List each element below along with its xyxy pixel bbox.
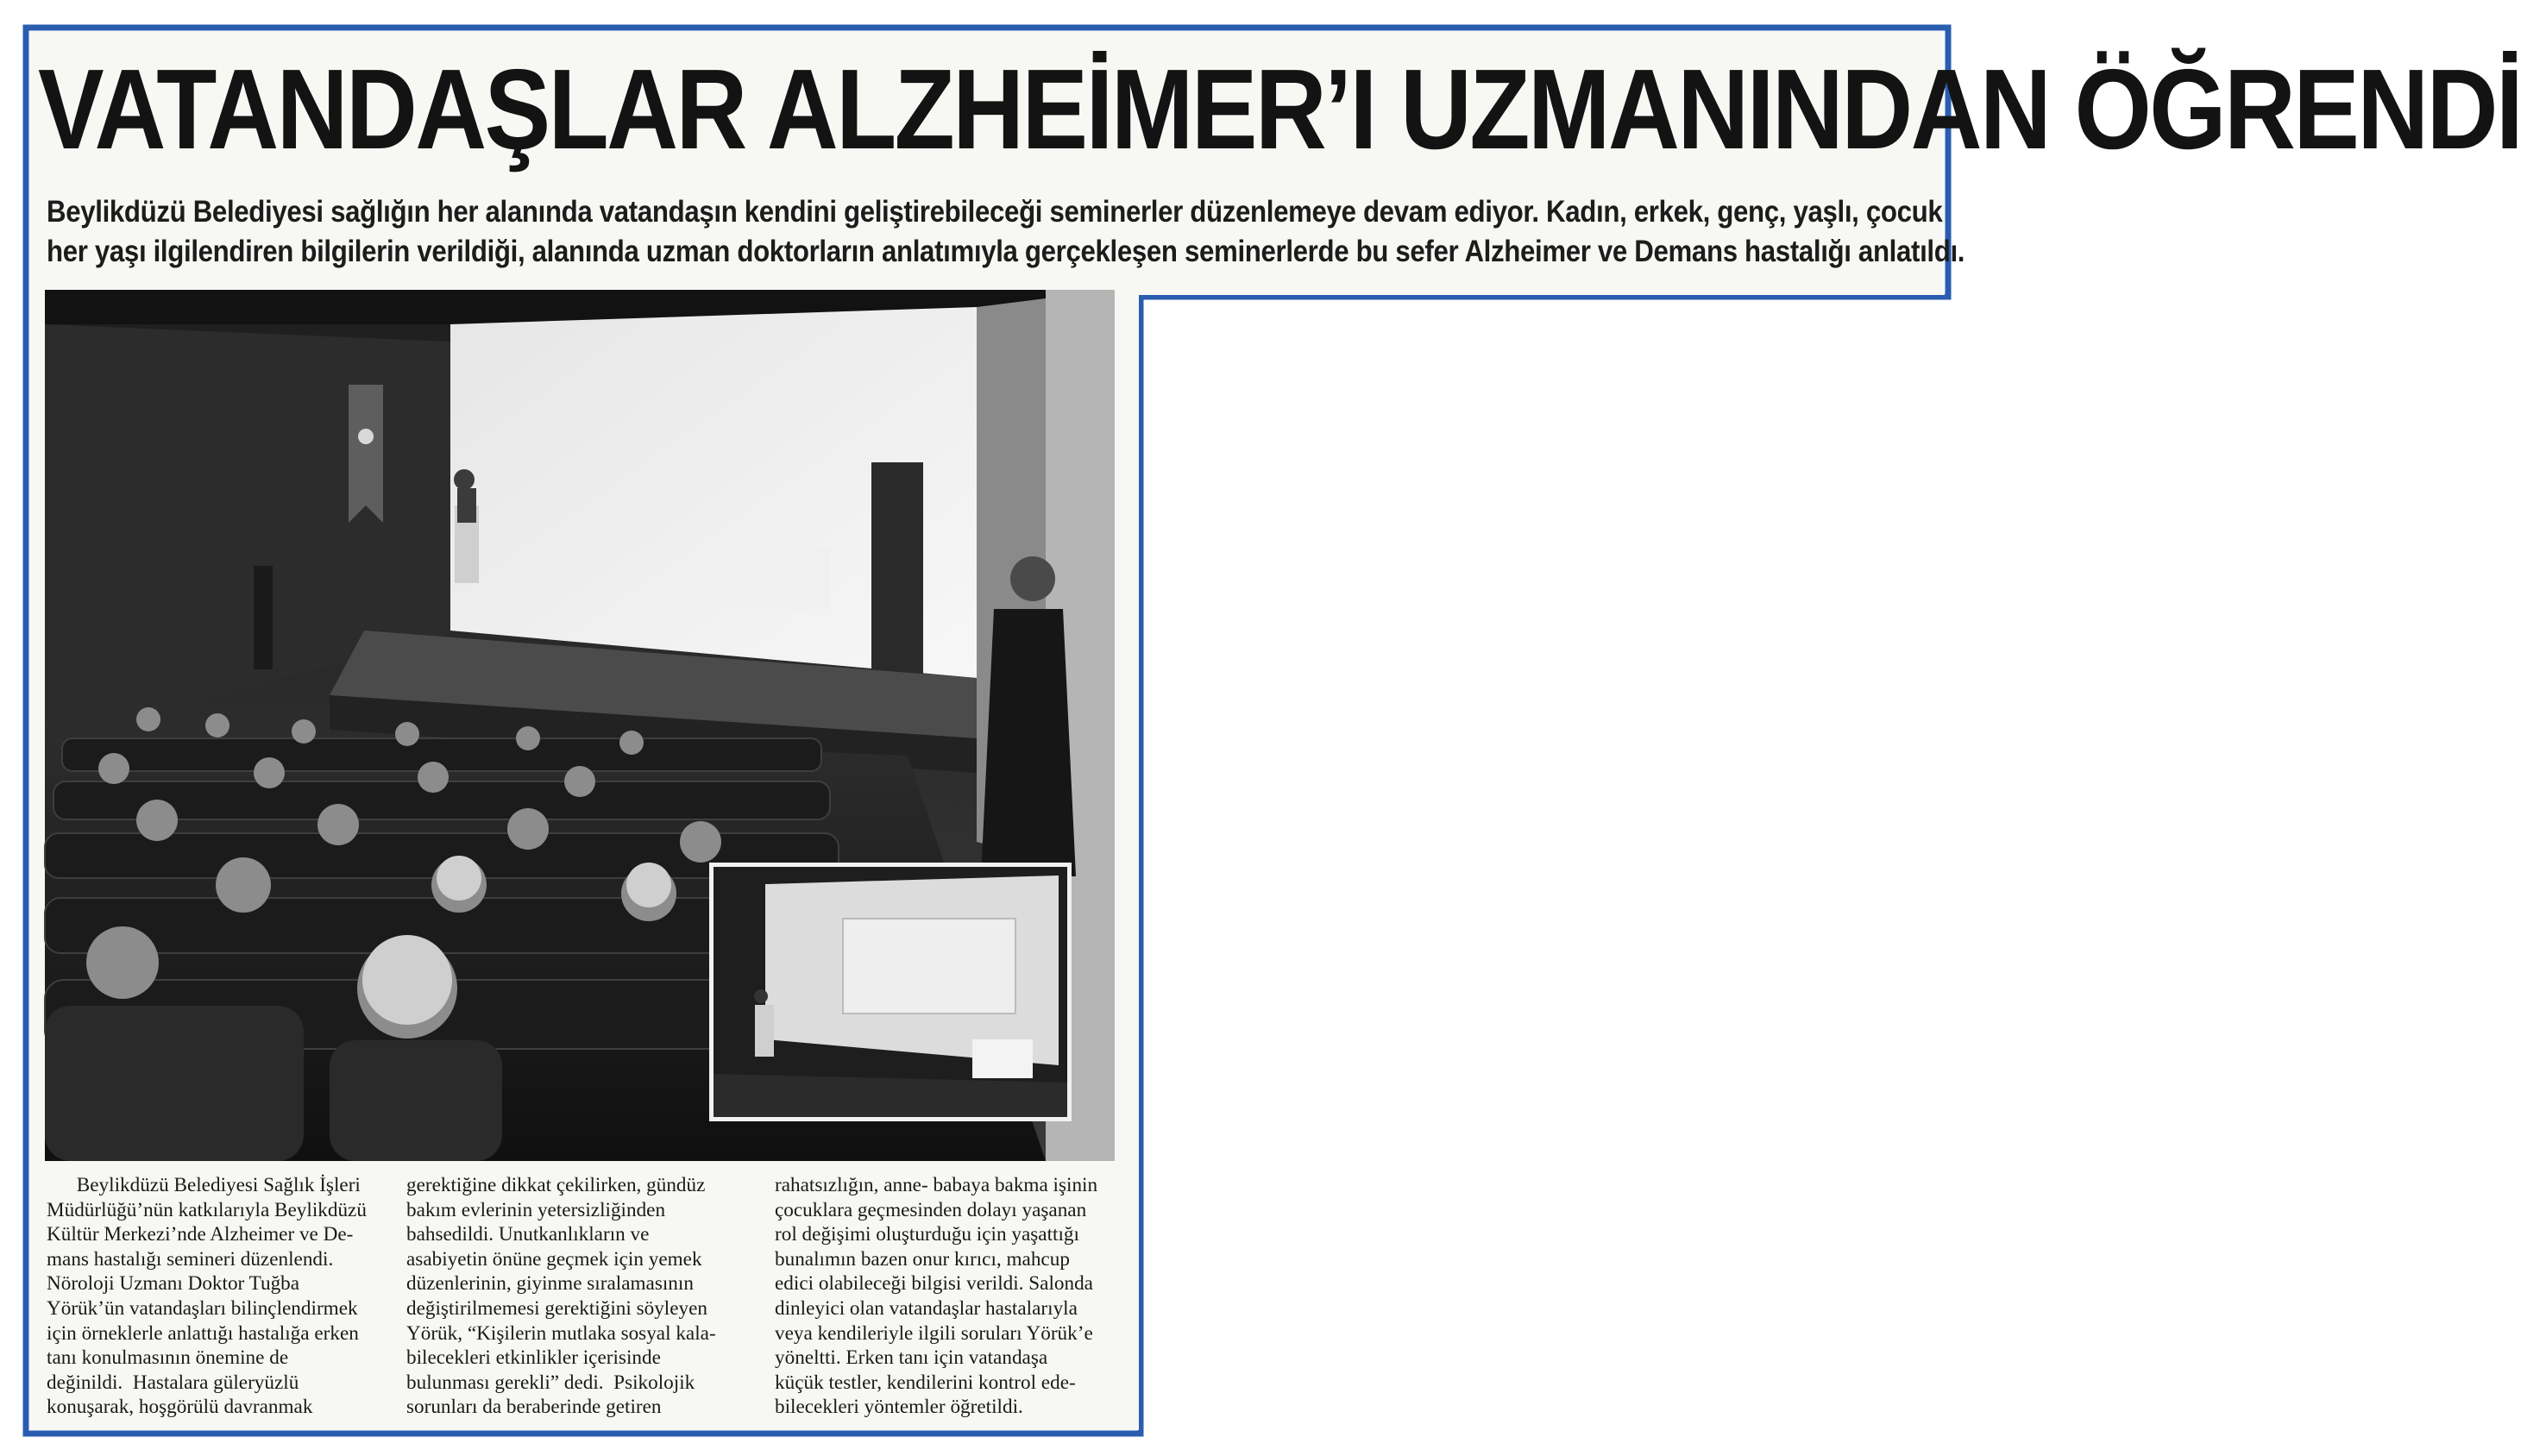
article-line: Yörük’ün vatandaşları bilinçlendirmek [47, 1296, 358, 1320]
article-column-3 [775, 1173, 1097, 1420]
article-line: rahatsızlığın, anne- babaya bakma işinin [775, 1174, 1098, 1196]
article-column-2 [406, 1173, 716, 1420]
lede [47, 191, 1965, 271]
article-line: çocuklara geçmesinden dolayı yaşanan [775, 1198, 1087, 1221]
article-line: bahsedildi. Unutkanlıkların ve [406, 1223, 650, 1246]
headline: VATANDAŞLAR ALZHEİMER’I UZMANINDAN ÖĞRENDİ [38, 46, 2521, 173]
article-line: bunalımın bazen onur kırıcı, mahcup [775, 1247, 1070, 1271]
lede-line: her yaşı ilgilendiren bilgilerin verildiği, alanında uzman doktorların anlatımıyla gerçekleşen seminerlerde bu sefer Alzheimer ve Demans hastalığı anlatıldı. [47, 234, 1965, 268]
article-line: için örneklerle anlattığı hastalığa erken [47, 1321, 359, 1345]
lede-line: Beylikdüzü Belediyesi sağlığın her alanında vatandaşın kendini geliştirebileceği seminerler düzenlemeye devam ediyor. Kadın, erkek, genç, yaşlı, çocuk [47, 194, 1943, 229]
article-line: küçük testler, kendilerini kontrol ede- [775, 1371, 1076, 1394]
inset-stage-photo [709, 863, 1072, 1121]
article-line: dinleyici olan vatandaşlar hastalarıyla [775, 1296, 1078, 1320]
article-line: Yörük, “Kişilerin mutlaka sosyal kala- [406, 1321, 716, 1345]
article-line: bilecekleri etkinlikler içerisinde [406, 1346, 661, 1370]
article-line: asabiyetin önüne geçmek için yemek [406, 1247, 702, 1271]
article-line: sorunları da beraberinde getiren [406, 1396, 662, 1419]
article-line: konuşarak, hoşgörülü davranmak [47, 1396, 313, 1419]
article-line: düzenlerinin, giyinme sıralamasının [406, 1272, 694, 1296]
article-line: bilecekleri yöntemler öğretildi. [775, 1396, 1023, 1419]
article-line: değiştirilmemesi gerektiğini söyleyen [406, 1296, 708, 1320]
article-line: rol değişimi oluşturduğu için yaşattığı [775, 1223, 1079, 1246]
article-line: Nöroloji Uzmanı Doktor Tuğba [47, 1272, 300, 1296]
article-line: Kültür Merkezi’nde Alzheimer ve De- [47, 1223, 354, 1246]
article-line: edici olabileceği bilgisi verildi. Salonda [775, 1272, 1093, 1296]
article-line: tanı konulmasının önemine de [47, 1346, 289, 1370]
article-body [47, 1173, 1116, 1423]
article-line: veya kendileriyle ilgili soruları Yörük’e [775, 1321, 1093, 1345]
article-line: Beylikdüzü Belediyesi Sağlık İşleri [47, 1174, 361, 1196]
article-line: değinildi. Hastalara güleryüzlü [47, 1371, 299, 1394]
article-line: bulunması gerekli” dedi. Psikolojik [406, 1371, 695, 1394]
article-line: yöneltti. Erken tanı için vatandaşa [775, 1346, 1048, 1370]
article-line: mans hastalığı semineri düzenlendi. [47, 1247, 334, 1271]
article-column-1 [47, 1173, 367, 1420]
article-line: gerektiğine dikkat çekilirken, gündüz [406, 1174, 706, 1196]
article-line: Müdürlüğü’nün katkılarıyla Beylikdüzü [47, 1198, 367, 1221]
article-line: bakım evlerinin yetersizliğinden [406, 1198, 666, 1221]
